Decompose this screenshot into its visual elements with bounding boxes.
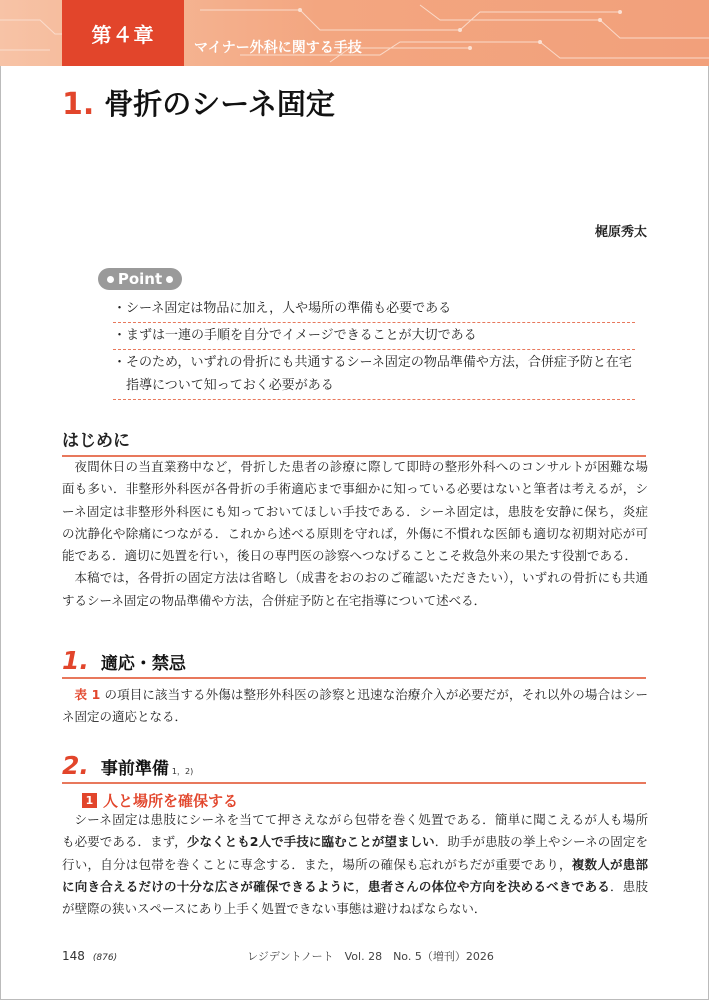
point-list — [113, 296, 635, 400]
body-text: ， — [355, 878, 368, 894]
author-name: 梶原秀太 — [594, 225, 647, 240]
page-number-sub: (876) — [92, 953, 118, 963]
section-1-number: 1. — [62, 646, 89, 675]
section-1-body — [62, 684, 648, 729]
point-item-line: 指導について知っておく必要がある — [113, 378, 334, 393]
table-reference-link[interactable]: 表 1 — [74, 687, 101, 702]
point-badge-label: Point — [117, 270, 163, 288]
point-item — [113, 350, 635, 400]
body-text: シーネ固定は患肢にシーネを当てて押さえながら包帯を巻く処置である．簡単に聞こえるが人も場所も必要である．まず， — [62, 812, 648, 850]
section-2-body — [62, 809, 648, 920]
section-1-title: 適応・禁忌 — [100, 654, 186, 674]
article-title — [62, 82, 335, 123]
subsection-title: 人と場所を確保する — [103, 792, 239, 810]
section-2-title: 事前準備 — [100, 759, 169, 779]
title-text: 骨折のシーネ固定 — [104, 87, 335, 121]
page-number: 148 — [62, 949, 85, 963]
intro-heading: はじめに — [62, 426, 646, 457]
point-badge — [98, 268, 182, 290]
section-1-text: の項目に該当する外傷は整形外科医の診察と迅速な治療介入が必要だが，それ以外の場合はシーネ固定の適応となる． — [62, 687, 648, 725]
body-text: ．助手が患肢の挙上やシーネの固定を行い，自分は包帯を巻くことに専念する．また，場所の確保も忘れがちだが重要であり， — [62, 834, 648, 872]
chapter-header — [0, 0, 709, 66]
dot-icon — [107, 276, 114, 283]
subsection-heading — [82, 790, 238, 811]
chapter-label: 第４章 — [62, 0, 184, 66]
title-number: 1. — [62, 87, 95, 122]
emphasis-text: 複数人が患部に向き合えるだけの十分な広さが確保できるように — [62, 856, 648, 894]
emphasis-text: 少なくとも2人で手技に臨むことが望ましい — [186, 834, 435, 850]
section-2-citation: 1，2) — [171, 767, 194, 776]
section-2-heading — [62, 751, 646, 784]
body-text: ．患肢が壁際の狭いスペースにあり上手く処置できない事態は避けねばならない． — [62, 878, 648, 917]
point-item-line: ・そのため，いずれの骨折にも共通するシーネ固定の物品準備や方法，合併症予防と在宅 — [113, 355, 632, 370]
section-1-heading — [62, 646, 646, 679]
page-footer — [62, 948, 494, 964]
journal-info: レジデントノート Vol. 28 No. 5（増刊）2026 — [247, 950, 494, 963]
emphasis-text: 患者さんの体位や方向を決めるべきである — [367, 878, 610, 894]
point-item: ・シーネ固定は物品に加え，人や場所の準備も必要である — [113, 296, 635, 323]
dot-icon — [166, 276, 173, 283]
section-2-number: 2. — [62, 751, 89, 780]
intro-paragraph-2: 本稿では，各骨折の固定方法は省略し（成書をおのおのご確認いただきたい），いずれの骨折にも共通するシーネ固定の物品準備や方法，合併症予防と在宅指導について述べる． — [62, 570, 648, 608]
intro-body — [62, 456, 648, 612]
point-item: ・まずは一連の手順を自分でイメージできることが大切である — [113, 323, 635, 350]
intro-paragraph-1: 夜間休日の当直業務中など，骨折した患者の診療に際して即時の整形外科へのコンサルトが困難な場面も多い．非整形外科医が各骨折の手術適応まで事細かに知っている必要はないと筆者は考えるが，シーネ固定は非整形外科医にも知っておいてほしい手技である．シーネ固定は，患肢を安静に保ち，炎症の沈静化や除痛につながる．これから述べる原則を守れば，外傷に不慣れな医師も適切な初期対応が可能である．適切に処置を行い，後日の専門医の診察へつなげることこそ救急外来の果たす役割である． — [62, 459, 648, 564]
subsection-number-badge: 1 — [82, 793, 97, 808]
chapter-subtitle: マイナー外科に関する手技 — [194, 40, 362, 56]
